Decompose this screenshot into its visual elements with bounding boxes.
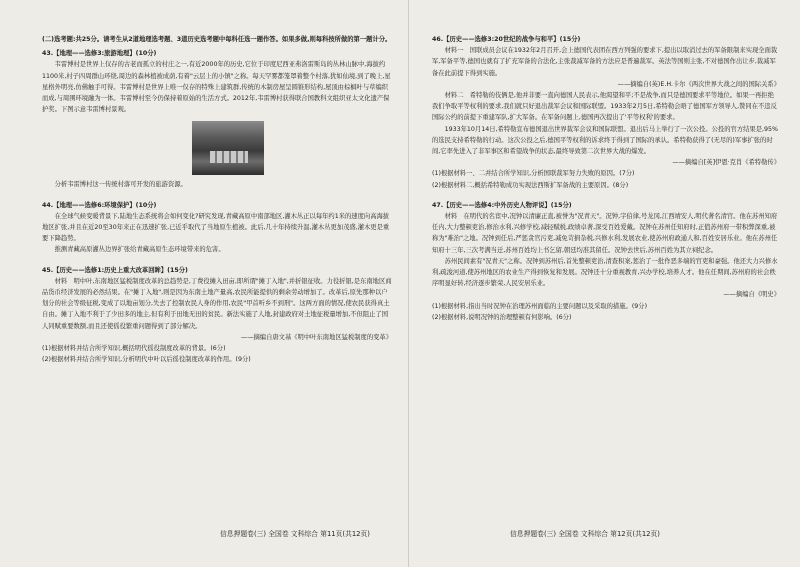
- q43-material: 韦雷博村是世界上仅存的古老而孤立的村庄之一,有近2000年的历史,它位于印度尼西亚弗洛雷斯岛的丛林山脉中,海拔约1100米,村子四周群山环绕,周边的森林植被成荫,有着"云层上的小镇"之称。每天罕雾都笼罩着整个村落,犹如仙境,到了晚上,星星格外明亮,仿佛触手可得。韦雷博村是世界上唯一仅存的特殊上建筑群,传统的木制房屋呈圆锥形结构,屋顶由棕榈叶与草编织而成,与周围环境融为一体。韦雷博村至今仍保持着原始的生活方式。2012年,韦雷博村获得联合国教科文组织亚太文化遗产保护奖。下图示意韦雷博村景观。: [42, 61, 391, 114]
- q46-sub1: (1)根据材料一、二并结合所学知识,分析国联裁军努力失败的原因。(7分): [432, 170, 635, 178]
- page-fold: [408, 0, 409, 567]
- q47-sub1: (1)根据材料,指出当时况钟在治理苏州面临的主要问题以及采取的措施。(9分): [432, 302, 648, 310]
- q46-sub2: (2)根据材料二,概括希特勒成功实现法西斯扩军备战的主要原因。(8分): [432, 181, 629, 189]
- q46-title: 46.【历史——选修3:20世纪的战争与和平】(15分): [432, 36, 581, 43]
- q47-material: 材料 在明代的名宦中,况钟以清廉正直,被誉为"况青天"。况钟,字伯律,号龙冈,江西靖安人,明代著名清官。他在苏州知府任内,大力整顿吏治,修治水利,兴修学校,减轻赋税,政绩卓著,深受百姓爱戴。况钟在苏州任知府时,正值苏州府一带积弊深重,被称为"难治"之地。况钟到任后,严惩贪官污吏,减免苛捐杂税,兴修水利,发展农业,使苏州府政通人和,百姓安居乐业。他在苏州任知府十三年,三次考满当迁,苏州百姓均上书乞留,朝廷均准其留任。况钟去世后,苏州百姓为其立祠纪念。: [432, 213, 778, 254]
- footer-page-11: 信息押题卷(三) 全国卷 文科综合 第11页(共12页): [220, 530, 370, 538]
- q45-sub2: (2)根据材料并结合所学知识,分析明代中叶以后徭役制度改革的作用。(9分): [42, 356, 251, 364]
- q44-question: 推测青藏高原灌丛边界扩张给青藏高原生态环境带来的危害。: [54, 246, 225, 254]
- left-page: [42, 34, 392, 365]
- q46-material-3: 1933年10月14日,希特勒宣布德国退出世界裁军会议和国际联盟。退出后马上举行了一次公投。公投的官方结果是,95%的选民支持希特勒的行动。这次公投之后,德国平等权利的诉求终于得到了国际的承认。希特勒获得了(无尽的)军事扩张的时间,它率先进入了非军事区和希望战争的状态,最终导致第二次世界大战的爆发。: [432, 125, 779, 156]
- q44-material: 在全球气候变暖背景下,陆地生态系统将会如何变化?研究发现,青藏高原中南部地区,灌木丛正以每年约1米的速度向高海拔地区扩张,并且在近20至30年来正在迅速扩张,已近乎取代了当地原生植被。此后,几十年持续升温,灌木丛更加茂盛,灌木更是重要下降趋势。: [42, 212, 390, 243]
- q43-title: 43.【地理——选修3:旅游地理】(10分): [42, 50, 157, 58]
- q45-material: 材料 明中叶,东南地区猛税制度改革的总趋势是,丁费役摊入田亩,即所谓"摊丁入地",并折银征收。力役折银,是东南地区商品货币经济发展的必然结果。在"摊丁入地",则是因为东南土地产量高,农民所能提供的剩余劳动增加了。改革后,原先那种以户划分的社会等级征税,变成了以地亩划分,失去了控制农民人身的作用,农民"甲首听乡不到刑"。这两方面的情况,使农民获得真土自由。摊丁入地不利于了少田多的地主,但有利于田地无田的贫民。新法实施了人地,封建政府对土地征税量增加,不但阻止了国人同赋重要数额,而且还使徭役繁重问题得到了部分解决。: [42, 277, 392, 330]
- q47-sub2: (2)根据材料,说明况钟的治理整顿有何影响。(6分): [432, 313, 572, 321]
- q47-material-2: 苏州民间素有"况青天"之称。况钟到苏州后,首先整顿吏治,清查积案,惩治了一批作恶多端的官吏和豪强。他还大力兴修水利,疏浚河道,使苏州地区的农业生产得到恢复和发展。况钟还十分重视教育,兴办学校,培养人才。他在任期间,苏州府的社会秩序明显好转,经济逐步繁荣,人民安居乐业。: [432, 257, 778, 288]
- footer-page-12: 信息押题卷(三) 全国卷 文科综合 第12页(共12页): [510, 530, 660, 538]
- q45-sub1: (1)根据材料并结合所学知识,概括明代徭役制度改革的背景。(6分): [42, 345, 226, 353]
- q46-material-1: 材料一 国联成员会议在1932年2月召开,会上德国代表团在西方列强的要求下,提出以取消过去的军备限制来实现全面裁军,军备平等,德国也就有了扩充军备的合法化,主张裁减军备的方法应是普遍裁军。英法等国则主张,不对德国作出让步,裁减军备在此前提下得到实施。: [432, 47, 778, 77]
- q46-source-1: ——摘编自(英)E.H.卡尔《两次世界大战之间的国际关系》: [617, 80, 780, 88]
- q47-source: ——摘编自《明史》: [723, 291, 780, 299]
- village-photo: [192, 121, 264, 175]
- q47-title: 47.【历史——选修4:中外历史人物评说】(15分): [432, 201, 572, 209]
- q45-title: 45.【历史——选修1:历史上重大改革回眸】(15分): [42, 266, 188, 274]
- q45-source: ——摘编自唐文基《明中叶东南地区猛税制度的变革》: [240, 333, 392, 341]
- q46-source-2: ——摘编自[英]伊恩·克肖《希特勒传》: [672, 159, 780, 167]
- elective-instructions: (二)选考题:共25分。请考生从2道地理选考题、3道历史选考题中每科任选一题作答。如果多做,则每科按所做的第一题计分。: [42, 36, 392, 43]
- q44-title: 44.【地理——选修6:环境保护】(10分): [42, 201, 157, 209]
- q43-question: 分析韦雷博村这一传统村落可开发的旅游资源。: [54, 181, 187, 189]
- q46-material-2: 材料二 希特勒的伎俩是,他并非要一直向德国人民表示,他渴望和平;不是战争,而只是德国要求平等地位。如果一再拒绝我们争取平等权利的要求,我们就只好退出裁军会议和国际联盟。1933年2月5日,希特勒会晤了德国军方领导人,赞同在不违反国际公约的前提下重建军队,扩大军备。在军备问题上,德国再次提出了'平等权利'的要求。: [432, 92, 777, 122]
- right-page: [432, 34, 780, 323]
